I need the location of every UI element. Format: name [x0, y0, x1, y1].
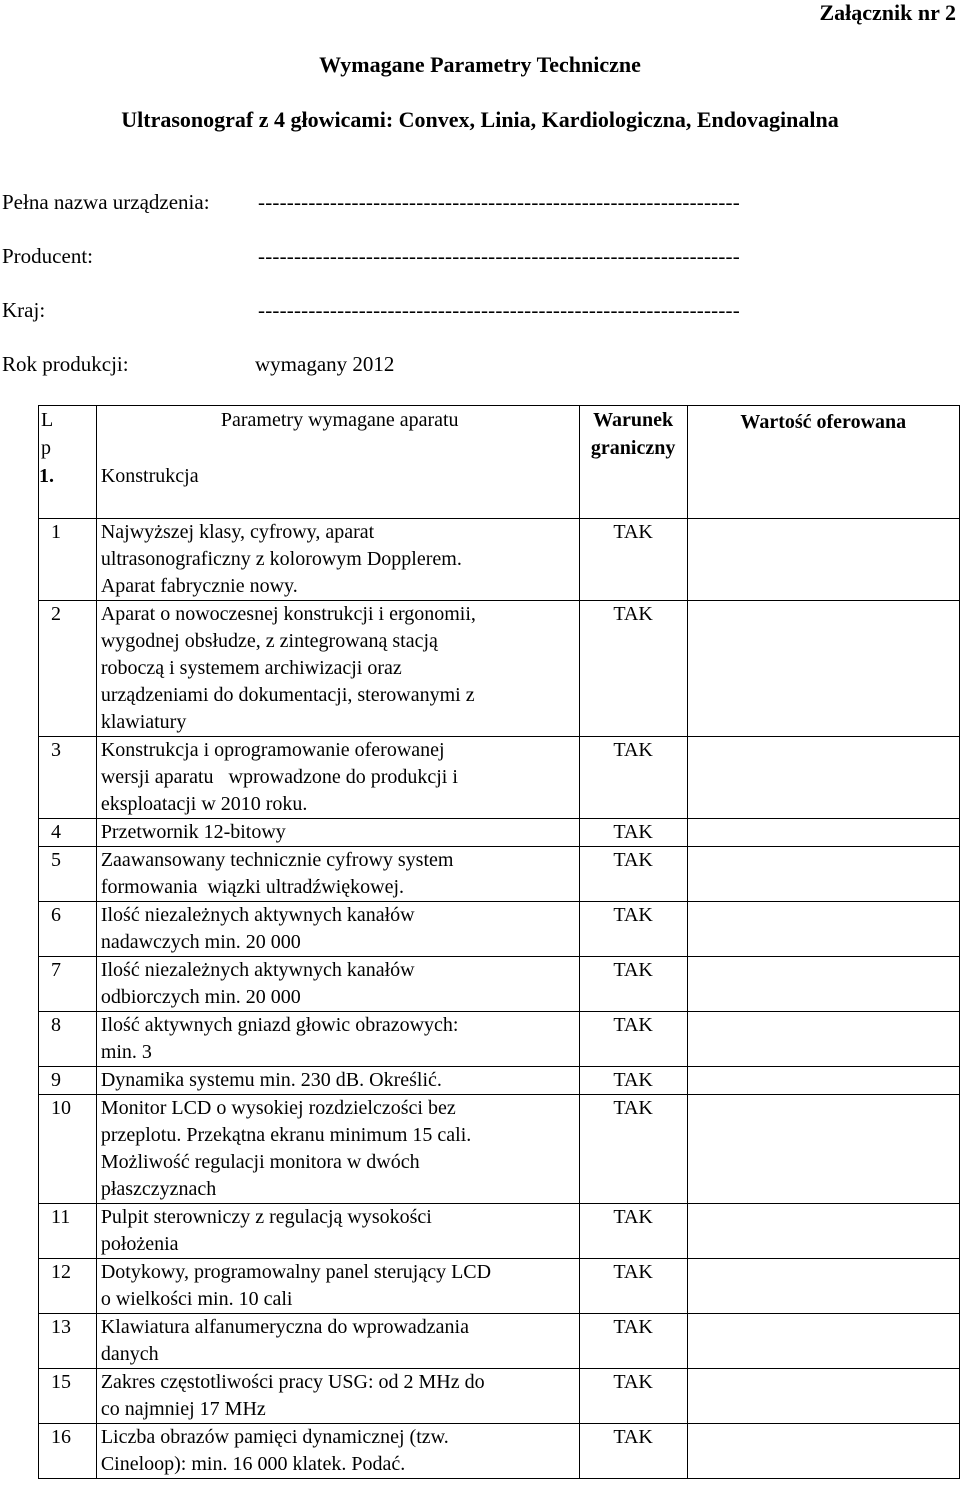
header-lp-line1: L: [41, 409, 54, 431]
row-description: [96, 819, 579, 847]
row-description: [96, 1012, 579, 1067]
row-description-line: Pulpit sterowniczy z regulacją wysokości: [100, 1206, 432, 1228]
row-description-line: Konstrukcja i oprogramowanie oferowanej: [100, 739, 445, 761]
country-field[interactable]: -------------------------------------------------------------------: [258, 298, 740, 322]
row-description-line: co najmniej 17 MHz: [100, 1398, 266, 1420]
row-number: 11: [39, 1204, 97, 1259]
row-offered-value[interactable]: [687, 1012, 959, 1067]
section-title: Konstrukcja: [100, 465, 199, 487]
row-description-line: położenia: [100, 1233, 179, 1255]
row-condition: TAK: [579, 1424, 687, 1479]
row-description-line: Najwyższej klasy, cyfrowy, aparat: [100, 521, 375, 543]
row-description-line: przeplotu. Przekątna ekranu minimum 15 cali.: [100, 1124, 472, 1146]
row-description: [96, 1259, 579, 1314]
table-row: [39, 1259, 960, 1314]
row-description: [96, 1424, 579, 1479]
row-description: [96, 902, 579, 957]
row-description-line: danych: [100, 1343, 159, 1365]
row-description: [96, 1067, 579, 1095]
row-offered-value[interactable]: [687, 819, 959, 847]
section-number: 1.: [39, 465, 54, 487]
row-description: [96, 957, 579, 1012]
row-condition: TAK: [579, 902, 687, 957]
row-offered-value[interactable]: [687, 1424, 959, 1479]
row-number: 1: [39, 519, 97, 601]
row-condition: TAK: [579, 519, 687, 601]
row-description-line: eksploatacji w 2010 roku.: [100, 793, 308, 815]
row-offered-value[interactable]: [687, 601, 959, 737]
table-header-row: [39, 406, 960, 519]
row-condition: TAK: [579, 1369, 687, 1424]
table-row: [39, 957, 960, 1012]
row-description-line: roboczą i systemem archiwizacji oraz: [100, 657, 402, 679]
row-condition: TAK: [579, 1095, 687, 1204]
table-row: [39, 902, 960, 957]
row-offered-value[interactable]: [687, 1314, 959, 1369]
row-description: [96, 519, 579, 601]
row-description-line: Ilość niezależnych aktywnych kanałów: [100, 904, 415, 926]
row-number: 5: [39, 847, 97, 902]
row-condition: TAK: [579, 819, 687, 847]
row-description-line: Zaawansowany technicznie cyfrowy system: [100, 849, 454, 871]
row-number: 9: [39, 1067, 97, 1095]
row-description-line: Klawiatura alfanumeryczna do wprowadzania: [100, 1316, 469, 1338]
row-description-line: urządzeniami do dokumentacji, sterowanymi z: [100, 684, 475, 706]
table-row: [39, 1067, 960, 1095]
row-description: [96, 601, 579, 737]
header-lp: [39, 406, 97, 519]
row-description: [96, 1204, 579, 1259]
row-description-line: o wielkości min. 10 cali: [100, 1288, 293, 1310]
row-description-line: Liczba obrazów pamięci dynamicznej (tzw.: [100, 1426, 449, 1448]
row-number: 15: [39, 1369, 97, 1424]
header-lp-line2: p: [41, 437, 51, 459]
row-description-line: nadawczych min. 20 000: [100, 931, 301, 953]
annex-label: Załącznik nr 2: [819, 0, 956, 25]
row-description-line: Dynamika systemu min. 230 dB. Określić.: [100, 1069, 442, 1091]
row-condition: TAK: [579, 737, 687, 819]
year-value: wymagany 2012: [255, 352, 395, 376]
header-params: [96, 406, 579, 519]
table-row: [39, 847, 960, 902]
row-offered-value[interactable]: [687, 519, 959, 601]
row-condition: TAK: [579, 1012, 687, 1067]
row-number: 6: [39, 902, 97, 957]
row-number: 12: [39, 1259, 97, 1314]
header-condition-line1: Warunek: [593, 409, 674, 431]
row-condition: TAK: [579, 957, 687, 1012]
document-subtitle: Ultrasonograf z 4 głowicami: Convex, Linia, Kardiologiczna, Endovaginalna: [121, 107, 839, 132]
table-row: [39, 1314, 960, 1369]
row-description-line: wygodnej obsłudze, z zintegrowaną stacją: [100, 630, 438, 652]
full-name-label: Pełna nazwa urządzenia:: [2, 190, 210, 214]
parameters-table: [38, 405, 960, 1479]
row-offered-value[interactable]: [687, 1095, 959, 1204]
table-row: [39, 601, 960, 737]
row-condition: TAK: [579, 1314, 687, 1369]
table-row: [39, 1095, 960, 1204]
row-offered-value[interactable]: [687, 902, 959, 957]
row-condition: TAK: [579, 601, 687, 737]
row-description: [96, 1314, 579, 1369]
table-row: [39, 1012, 960, 1067]
header-condition: [579, 406, 687, 519]
row-number: 7: [39, 957, 97, 1012]
document-title: Wymagane Parametry Techniczne: [319, 52, 641, 77]
producer-field[interactable]: -------------------------------------------------------------------: [258, 244, 740, 268]
full-name-field[interactable]: -------------------------------------------------------------------: [258, 190, 740, 214]
row-description: [96, 737, 579, 819]
row-number: 3: [39, 737, 97, 819]
row-description-line: Monitor LCD o wysokiej rozdzielczości bez: [100, 1097, 456, 1119]
year-label: Rok produkcji:: [2, 352, 129, 376]
row-condition: TAK: [579, 847, 687, 902]
row-description-line: ultrasonograficzny z kolorowym Dopplerem.: [100, 548, 462, 570]
table-row: [39, 1369, 960, 1424]
row-description-line: klawiatury: [100, 711, 187, 733]
row-condition: TAK: [579, 1067, 687, 1095]
table-row: [39, 737, 960, 819]
row-offered-value[interactable]: [687, 957, 959, 1012]
header-offered-label: Wartość oferowana: [740, 411, 907, 433]
row-number: 8: [39, 1012, 97, 1067]
row-description: [96, 1369, 579, 1424]
table-row: [39, 1424, 960, 1479]
country-label: Kraj:: [2, 298, 46, 322]
row-number: 10: [39, 1095, 97, 1204]
row-condition: TAK: [579, 1204, 687, 1259]
header-params-label: Parametry wymagane aparatu: [220, 409, 459, 431]
row-number: 16: [39, 1424, 97, 1479]
row-description: [96, 847, 579, 902]
row-number: 2: [39, 601, 97, 737]
row-description-line: Aparat o nowoczesnej konstrukcji i ergonomii,: [100, 603, 476, 625]
row-description-line: Cineloop): min. 16 000 klatek. Podać.: [100, 1453, 406, 1475]
row-description: [96, 1095, 579, 1204]
header-condition-line2: graniczny: [590, 437, 676, 459]
row-description-line: Aparat fabrycznie nowy.: [100, 575, 298, 597]
row-description-line: Możliwość regulacji monitora w dwóch: [100, 1151, 420, 1173]
header-offered: [687, 406, 959, 519]
table-row: [39, 819, 960, 847]
row-description-line: Ilość niezależnych aktywnych kanałów: [100, 959, 415, 981]
row-offered-value[interactable]: [687, 1259, 959, 1314]
row-description-line: Zakres częstotliwości pracy USG: od 2 MHz do: [100, 1371, 485, 1393]
row-description-line: płaszczyznach: [100, 1178, 217, 1200]
row-offered-value[interactable]: [687, 1067, 959, 1095]
row-offered-value[interactable]: [687, 1204, 959, 1259]
table-row: [39, 1204, 960, 1259]
row-description-line: odbiorczych min. 20 000: [100, 986, 301, 1008]
row-description-line: wersji aparatu wprowadzone do produkcji i: [100, 766, 458, 788]
row-condition: TAK: [579, 1259, 687, 1314]
row-description-line: Przetwornik 12-bitowy: [100, 821, 286, 843]
producer-label: Producent:: [2, 244, 93, 268]
row-description-line: Ilość aktywnych gniazd głowic obrazowych:: [100, 1014, 459, 1036]
row-number: 13: [39, 1314, 97, 1369]
row-offered-value[interactable]: [687, 1369, 959, 1424]
row-description-line: formowania wiązki ultradźwiękowej.: [100, 876, 405, 898]
row-offered-value[interactable]: [687, 847, 959, 902]
row-offered-value[interactable]: [687, 737, 959, 819]
row-number: 4: [39, 819, 97, 847]
table-row: [39, 519, 960, 601]
row-description-line: min. 3: [100, 1041, 152, 1063]
row-description-line: Dotykowy, programowalny panel sterujący LCD: [100, 1261, 492, 1283]
